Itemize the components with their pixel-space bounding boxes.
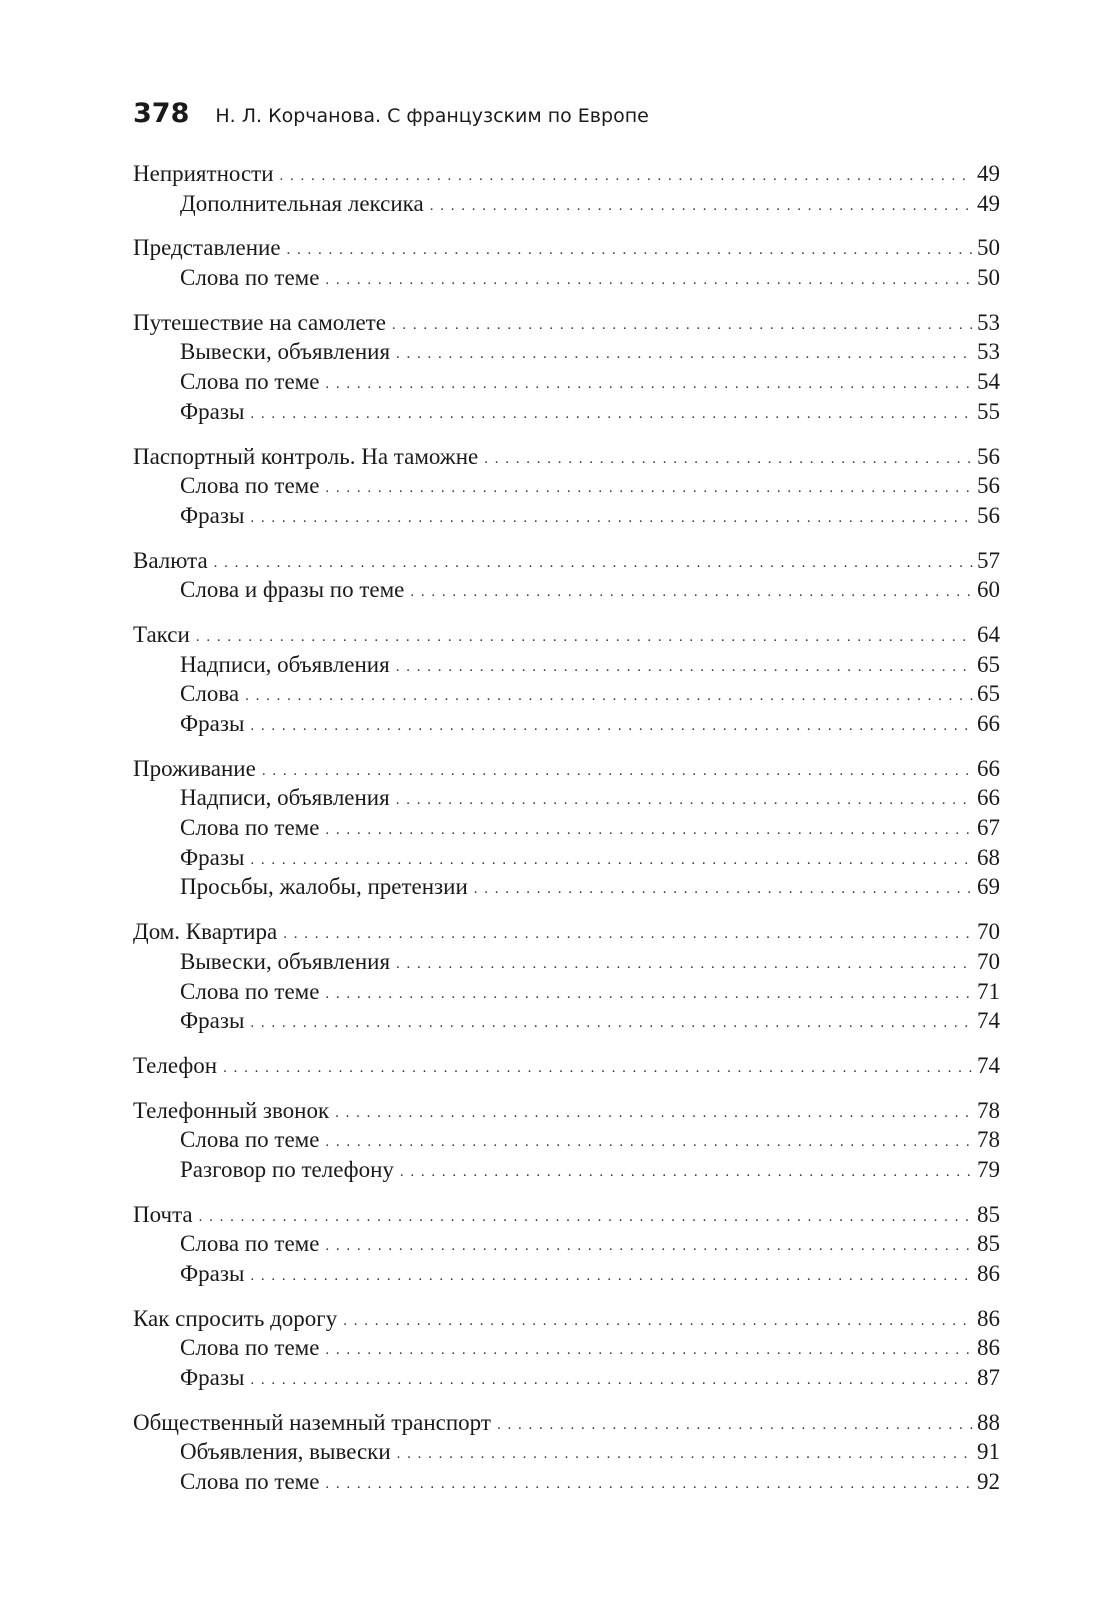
toc-subentry-title: Слова по теме (180, 369, 320, 395)
toc-subentry-page: 56 (977, 473, 1000, 499)
toc-subentry-title: Вывески, объявления (180, 339, 391, 365)
dot-leader (325, 1336, 973, 1366)
toc-subentry-title: Слова по теме (180, 1127, 320, 1153)
toc-entry[interactable] (133, 917, 1000, 947)
dot-leader (396, 786, 973, 816)
toc-subentry-page: 74 (977, 1008, 1000, 1034)
toc-section (133, 1408, 1000, 1497)
toc-entry-page: 49 (977, 161, 1000, 186)
toc-subentry-page: 86 (977, 1261, 1000, 1286)
toc-entry-title: Общественный наземный транспорт (133, 1409, 491, 1435)
toc-subentry-page: 78 (977, 1127, 1000, 1153)
dot-leader (392, 311, 973, 341)
toc-entry-title: Паспортный контроль. На таможне (133, 443, 479, 469)
toc-subentry-page: 54 (977, 369, 1000, 395)
toc-subentry[interactable] (133, 947, 1000, 977)
dot-leader (287, 236, 973, 266)
toc-entry[interactable] (133, 1051, 1000, 1081)
dot-leader (250, 1009, 973, 1039)
toc-subentry-title: Просьбы, жалобы, претензии (180, 874, 468, 900)
toc-subentry-page: 56 (977, 502, 1000, 528)
toc-subentry-page: 49 (977, 190, 1000, 216)
toc-subentry-title: Фразы (180, 398, 245, 424)
dot-leader (325, 266, 973, 296)
toc-subentry-page: 70 (977, 948, 1000, 974)
toc-subentry[interactable] (133, 575, 1000, 605)
dot-leader (484, 445, 973, 475)
toc-subentry[interactable] (133, 1467, 1000, 1497)
toc-subentry-page: 66 (977, 711, 1000, 736)
dot-leader (250, 712, 973, 742)
toc-entry[interactable] (133, 1304, 1000, 1334)
toc-entry-page: 86 (977, 1305, 1000, 1331)
toc-subentry-title: Разговор по телефону (180, 1156, 394, 1182)
toc-subentry-page: 86 (977, 1335, 1000, 1361)
toc-entry-title: Путешествие на самолете (133, 309, 386, 335)
dot-leader (343, 1307, 973, 1337)
toc-subentry-title: Слова по теме (180, 265, 320, 291)
toc-subentry[interactable] (133, 977, 1000, 1007)
dot-leader (245, 682, 973, 712)
toc-subentry-title: Слова по теме (180, 815, 320, 841)
dot-leader (397, 1440, 973, 1470)
toc-subentry[interactable] (133, 679, 1000, 709)
dot-leader (250, 1366, 973, 1396)
toc-subentry[interactable] (133, 872, 1000, 902)
dot-leader (396, 340, 973, 370)
toc-entry-title: Дом. Квартира (133, 919, 278, 945)
dot-leader (497, 1411, 973, 1441)
toc-subentry[interactable] (133, 813, 1000, 843)
toc-subentry[interactable] (133, 397, 1000, 427)
toc-subentry[interactable] (133, 1155, 1000, 1185)
dot-leader (325, 980, 973, 1010)
toc-subentry[interactable] (133, 650, 1000, 680)
toc-entry-title: Представление (133, 235, 281, 261)
toc-subentry[interactable] (133, 1006, 1000, 1036)
dot-leader (325, 1128, 973, 1158)
toc-subentry-title: Слова по теме (180, 1469, 320, 1495)
toc-section (133, 1304, 1000, 1393)
toc-subentry[interactable] (133, 263, 1000, 293)
toc-entry-title: Проживание (133, 755, 256, 781)
toc-subentry-page: 69 (977, 874, 1000, 900)
toc-entry[interactable] (133, 442, 1000, 472)
toc-subentry-page: 65 (977, 681, 1000, 707)
dot-leader (325, 1232, 973, 1262)
toc-subentry-page: 65 (977, 651, 1000, 677)
toc-subentry-title: Слова (180, 681, 240, 707)
toc-section (133, 233, 1000, 292)
toc-subentry-page: 66 (977, 785, 1000, 811)
toc-subentry-title: Объявления, вывески (180, 1439, 391, 1465)
toc-subentry[interactable] (133, 337, 1000, 367)
toc-subentry-title: Фразы (180, 1261, 245, 1286)
toc-entry-page: 66 (977, 755, 1000, 781)
toc-subentry-title: Слова по теме (180, 978, 320, 1004)
toc-subentry[interactable] (133, 783, 1000, 813)
toc-entry-page: 88 (977, 1409, 1000, 1435)
toc-entry[interactable] (133, 159, 1000, 189)
toc-entry[interactable] (133, 233, 1000, 263)
page-number: 378 (133, 98, 190, 129)
toc-subentry[interactable] (133, 471, 1000, 501)
toc-subentry-page: 53 (977, 339, 1000, 365)
toc-subentry-title: Слова по теме (180, 473, 320, 499)
toc-entry[interactable] (133, 1096, 1000, 1126)
toc-subentry-title: Надписи, объявления (180, 785, 390, 811)
toc-entry-page: 50 (977, 235, 1000, 261)
toc-subentry-page: 60 (977, 577, 1000, 603)
toc-entry-page: 78 (977, 1097, 1000, 1123)
toc-subentry[interactable] (133, 189, 1000, 219)
toc-entry[interactable] (133, 546, 1000, 576)
page-header (133, 98, 649, 142)
toc-entry-page: 85 (977, 1201, 1000, 1227)
toc-subentry-page: 50 (977, 265, 1000, 291)
toc-section (133, 308, 1000, 427)
toc-entry[interactable] (133, 754, 1000, 784)
toc-subentry-title: Фразы (180, 502, 245, 528)
dot-leader (396, 950, 973, 980)
dot-leader (410, 578, 973, 608)
toc-section (133, 1200, 1000, 1289)
toc-entry-page: 64 (977, 621, 1000, 647)
toc-subentry[interactable] (133, 1125, 1000, 1155)
dot-leader (280, 162, 973, 192)
toc-section (133, 442, 1000, 531)
toc-subentry-page: 71 (977, 978, 1000, 1004)
toc-entry-title: Почта (133, 1201, 193, 1227)
dot-leader (250, 400, 973, 430)
toc-subentry[interactable] (133, 1333, 1000, 1363)
toc-subentry[interactable] (133, 501, 1000, 531)
toc-subentry-title: Слова по теме (180, 1231, 320, 1257)
toc-entry-title: Телефонный звонок (133, 1097, 330, 1123)
toc-subentry-title: Слова по теме (180, 1335, 320, 1361)
dot-leader (250, 1262, 973, 1292)
toc-subentry-title: Фразы (180, 844, 245, 870)
toc-entry-page: 74 (977, 1052, 1000, 1078)
toc-section (133, 546, 1000, 605)
toc-entry-page: 57 (977, 547, 1000, 573)
toc-entry[interactable] (133, 308, 1000, 338)
dot-leader (250, 846, 973, 876)
toc-section (133, 917, 1000, 1036)
toc-subentry-page: 79 (977, 1156, 1000, 1182)
toc-entry[interactable] (133, 620, 1000, 650)
toc-section (133, 1051, 1000, 1081)
dot-leader (283, 920, 973, 950)
toc-entry-page: 53 (977, 309, 1000, 335)
toc-subentry-title: Фразы (180, 1008, 245, 1034)
toc-subentry[interactable] (133, 1229, 1000, 1259)
table-of-contents (133, 159, 1000, 1512)
toc-subentry[interactable] (133, 1437, 1000, 1467)
toc-subentry[interactable] (133, 1363, 1000, 1393)
dot-leader (196, 623, 973, 653)
toc-entry[interactable] (133, 1200, 1000, 1230)
toc-subentry-page: 67 (977, 815, 1000, 841)
toc-section (133, 620, 1000, 739)
toc-subentry-title: Надписи, объявления (180, 651, 390, 677)
toc-subentry-page: 92 (977, 1469, 1000, 1495)
toc-subentry-page: 55 (977, 398, 1000, 424)
toc-entry-title: Телефон (133, 1052, 218, 1078)
dot-leader (325, 1470, 973, 1500)
toc-subentry-title: Фразы (180, 1365, 245, 1391)
dot-leader (474, 875, 973, 905)
toc-entry-title: Как спросить дорогу (133, 1305, 338, 1331)
toc-section (133, 754, 1000, 902)
toc-subentry-title: Фразы (180, 711, 245, 736)
dot-leader (214, 549, 973, 579)
toc-subentry-title: Слова и фразы по теме (180, 577, 405, 603)
dot-leader (325, 370, 973, 400)
toc-entry-page: 70 (977, 919, 1000, 945)
toc-subentry-page: 91 (977, 1439, 1000, 1465)
toc-entry-title: Неприятности (133, 161, 274, 186)
dot-leader (262, 757, 973, 787)
dot-leader (396, 653, 973, 683)
toc-subentry-title: Вывески, объявления (180, 948, 391, 974)
toc-subentry-page: 68 (977, 844, 1000, 870)
toc-entry[interactable] (133, 1408, 1000, 1438)
toc-section (133, 1096, 1000, 1185)
running-title: Н. Л. Корчанова. С французским по Европе (215, 105, 649, 127)
toc-subentry[interactable] (133, 709, 1000, 739)
dot-leader (325, 474, 973, 504)
dot-leader (335, 1099, 973, 1129)
toc-entry-title: Такси (133, 621, 190, 647)
toc-subentry[interactable] (133, 1259, 1000, 1289)
toc-section (133, 159, 1000, 218)
toc-subentry-page: 87 (977, 1365, 1000, 1391)
toc-entry-page: 56 (977, 443, 1000, 469)
toc-subentry-page: 85 (977, 1231, 1000, 1257)
dot-leader (223, 1054, 973, 1084)
toc-subentry[interactable] (133, 843, 1000, 873)
toc-subentry[interactable] (133, 367, 1000, 397)
dot-leader (250, 504, 973, 534)
dot-leader (400, 1158, 973, 1188)
toc-entry-title: Валюта (133, 547, 208, 573)
dot-leader (325, 816, 973, 846)
toc-subentry-title: Дополнительная лексика (180, 190, 424, 216)
dot-leader (430, 192, 973, 222)
dot-leader (199, 1203, 973, 1233)
